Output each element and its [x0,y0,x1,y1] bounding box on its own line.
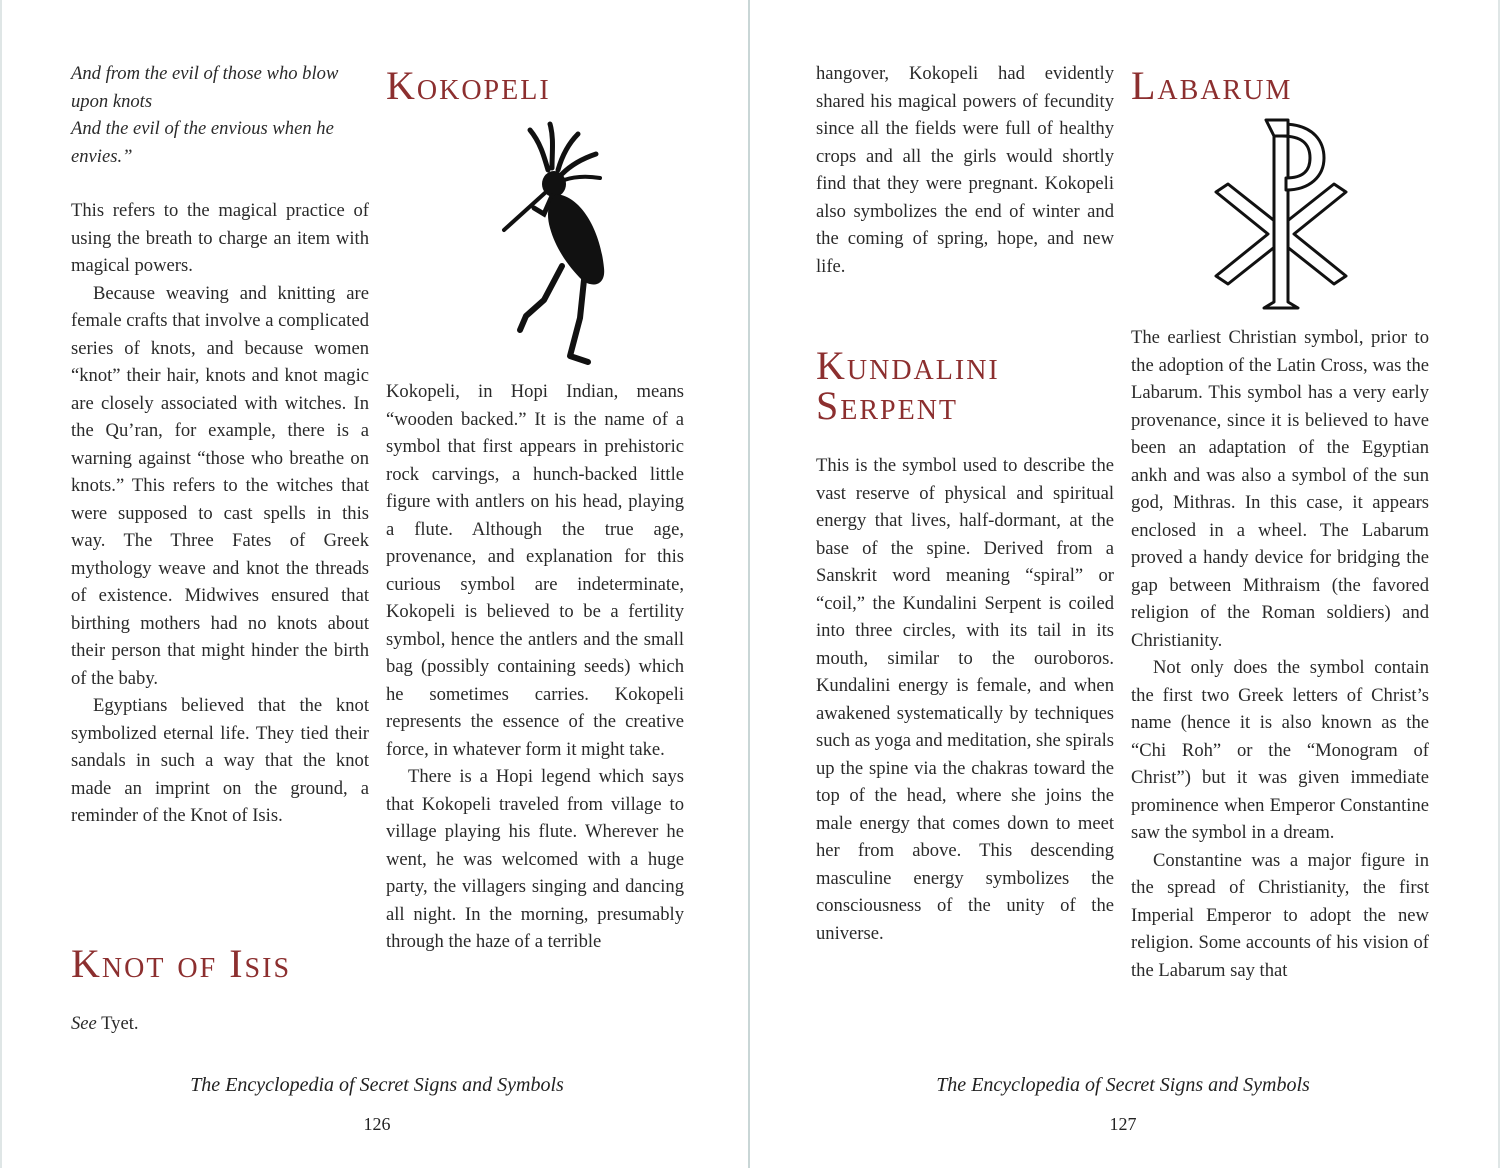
see-target[interactable]: Tyet. [96,1013,139,1034]
quote-line: upon knots [71,90,153,112]
right-page [751,0,1500,1168]
footer-book-title: The Encyclopedia of Secret Signs and Symbols [190,1074,564,1096]
quote-line: And from the evil of those who blow [71,63,339,84]
heading-kokopeli: Kokopeli [386,63,551,108]
kokopeli-icon [500,118,640,368]
paragraph: The earliest Christian symbol, prior to the adoption of the Latin Cross, was the Labarum. This symbol has a very early provenance, since it is believed to have been an adaptation of the Egyptian ankh and was also a symbol of the sun god, Mithras. In this case, it appears enclosed in a wheel. The Labarum proved a handy device for bridging the gap between Mithraism (the favored religion of the Roman soldiers) and Christianity. [1131,327,1429,651]
quran-quote [71,60,369,170]
page-number: 127 [1109,1114,1137,1134]
book-gutter [748,0,750,1168]
heading-kundalini-serpent [816,343,1000,428]
kokopeli-illustration [500,118,640,368]
chi-rho-icon [1206,114,1356,314]
page-number: 126 [363,1114,391,1134]
page-edge-left [0,0,2,1168]
heading-line: Serpent [816,383,959,428]
heading-labarum: Labarum [1131,63,1293,108]
see-prefix: See [71,1013,97,1034]
heading-knot-of-isis: Knot of Isis [71,941,292,986]
paragraph: Egyptians believed that the knot symbolized eternal life. They tied their sandals in such a way that the knot made an imprint on the ground, a reminder of the Knot of Isis. [71,695,369,826]
heading-line: Kundalini [816,343,1000,388]
labarum-illustration [1206,114,1356,314]
paragraph: There is a Hopi legend which says that Kokopeli traveled from village to village playing his flute. Wherever he went, he was welcomed with a huge party, the villagers singing and dancing all night. In the morning, presumably through the haze of a terrible [386,766,684,952]
paragraph: Because weaving and knitting are female crafts that involve a complicated series of knots, and because women “knot” their hair, knots and knot magic are closely associated with witches. In the Qu’ran, for example, there is a warning against “those who breathe on knots.” This refers to the witches that were supposed to cast spells in this way. The Three Fates of Greek mythology weave and knot the threads of existence. Midwives ensured that birthing mothers had no knots about their person that might hinder the birth of the baby. [71,282,369,689]
paragraph: hangover, Kokopeli had evidently shared his magical powers of fecundity since all the fields were full of healthy crops and all the girls would shortly find that they were pregnant. Kokopeli also symbolizes the end of winter and the coming of spring, hope, and new life. [816,63,1114,277]
footer-book-title: The Encyclopedia of Secret Signs and Symbols [936,1074,1310,1096]
paragraph: This refers to the magical practice of using the breath to charge an item with magical powers. [71,200,369,276]
paragraph: Constantine was a major figure in the spread of Christianity, the first Imperial Emperor to adopt the new religion. Some accounts of his vision of the Labarum say that [1131,849,1429,981]
left-column-1 [71,60,369,830]
right-column-1 [816,60,1114,280]
see-reference [71,1010,369,1038]
quote-line: envies.” [71,145,133,167]
paragraph: This is the symbol used to describe the vast reserve of physical and spiritual energy that lives, half-dormant, at the base of the spine. Derived from a Sanskrit word meaning “spiral” or “coil,” the Kundalini Serpent is coiled into three circles, with its tail in its mouth, similar to the ouroboros. Kundalini energy is female, and when awakened systematically by techniques such as yoga and meditation, she spirals up the spine via the chakras toward the top of the head, where she joins the male energy that comes down to meet her from above. This descending masculine energy symbolizes the consciousness of the unity of the universe. [816,455,1114,944]
kundalini-text [816,452,1114,947]
right-column-2 [1131,324,1429,984]
paragraph: Not only does the symbol contain the first two Greek letters of Christ’s name (hence it is also known as the “Chi Roh” or the “Monogram of Christ”) but it was given immediate prominence when Emperor Constantine saw the symbol in a dream. [1131,657,1429,843]
left-page [0,0,749,1168]
paragraph: Kokopeli, in Hopi Indian, means “wooden backed.” It is the name of a symbol that first appears in prehistoric rock carvings, a hunch-backed little figure with antlers on his head, playing a flute. Although the true age, provenance, and explanation for this curious symbol are indeterminate, Kokopeli is believed to be a fertility symbol, hence the antlers and the small bag (possibly containing seeds) which he sometimes carries. Kokopeli represents the essence of the creative force, in whatever form it might take. [386,381,684,760]
left-column-2 [386,378,684,956]
quote-line: And the evil of the envious when he [71,118,334,139]
